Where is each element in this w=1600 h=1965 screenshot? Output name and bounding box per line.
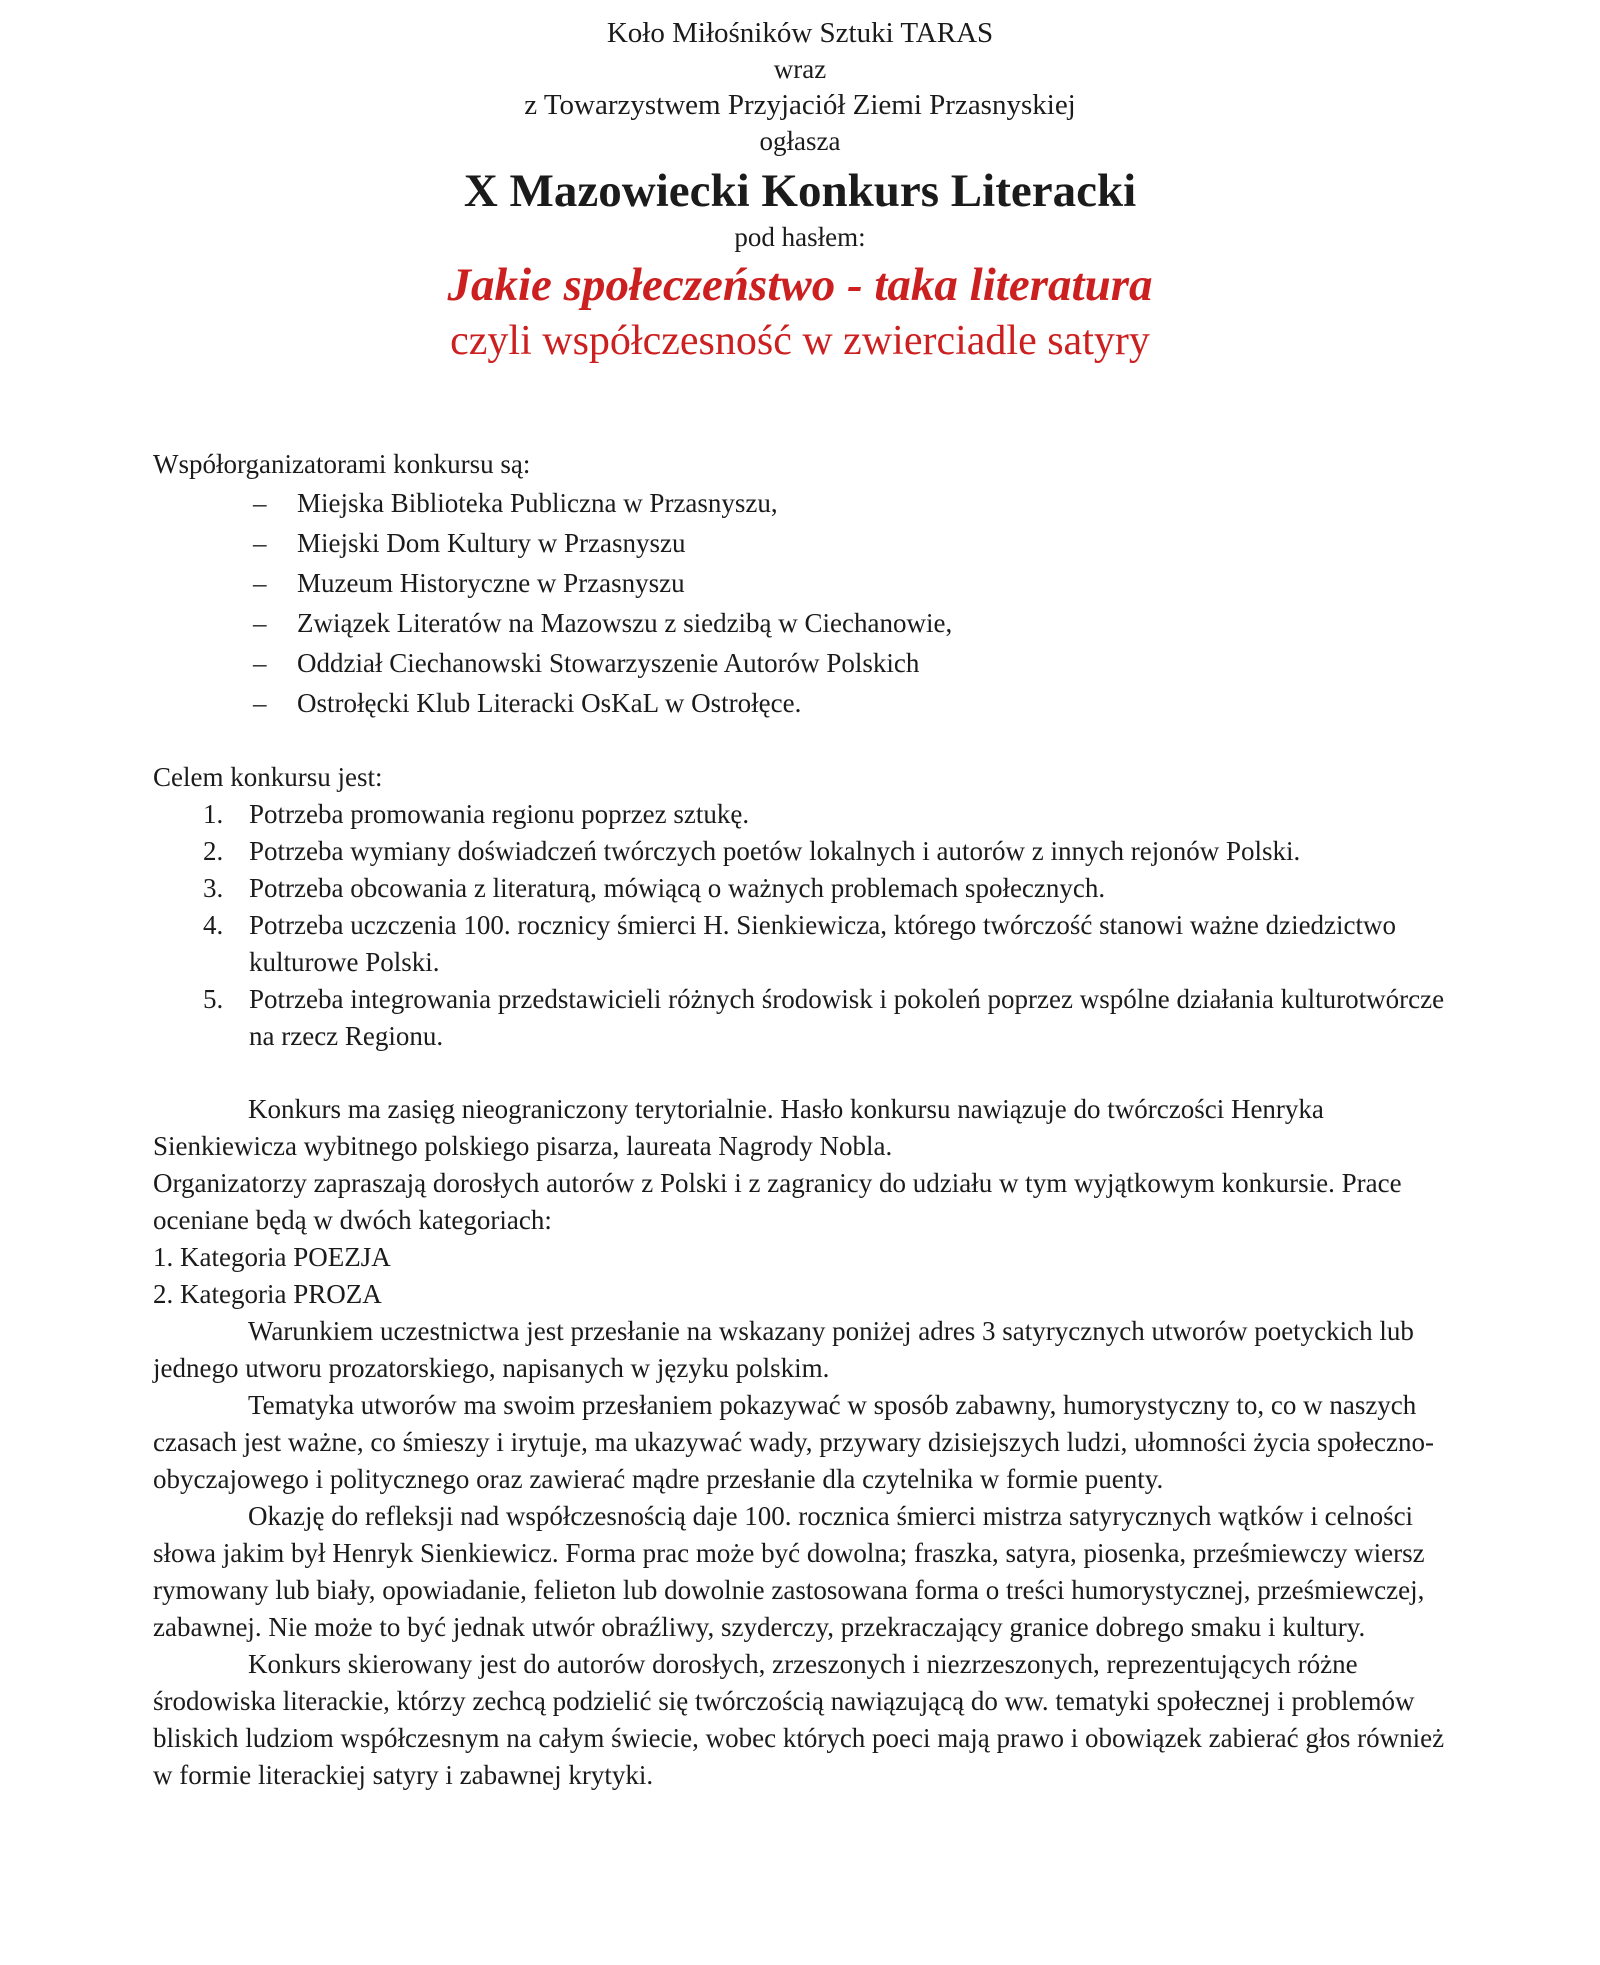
coorganizer-item: – Miejska Biblioteka Publiczna w Przasnyszu, bbox=[253, 483, 1453, 523]
conjunction-line: wraz bbox=[773, 54, 827, 84]
coorganizer-item: – Związek Literatów na Mazowszu z siedzibą w Ciechanowie, bbox=[253, 603, 1453, 643]
document-header bbox=[0, 14, 1600, 368]
announces-line: ogłasza bbox=[759, 126, 841, 156]
goal-number: 2. bbox=[203, 836, 224, 866]
goal-item bbox=[203, 981, 1453, 1055]
organizer-line: Koło Miłośników Sztuki TARAS bbox=[606, 17, 994, 49]
goal-number: 3. bbox=[203, 873, 224, 903]
paragraph-theme: Tematyka utworów ma swoim przesłaniem pokazywać w sposób zabawny, humorystyczny to, co w naszych czasach jest ważne, co śmieszy i irytuje, ma ukazywać wady, przywary dzisiejszych ludzi, ułomności życia społeczno- obyczajowego i politycznego oraz zawierać mądre przesłanie dla czytelnika w formie puenty. bbox=[153, 1390, 1435, 1494]
goals-list bbox=[153, 796, 1453, 1055]
goal-text: Potrzeba integrowania przedstawicieli różnych środowisk i pokoleń poprzez wspólne działania kulturotwórcze na rzecz Regionu. bbox=[249, 984, 1445, 1051]
goal-item bbox=[203, 833, 1453, 870]
partner-line: z Towarzystwem Przyjaciół Ziemi Przasnyskiej bbox=[524, 89, 1076, 121]
goal-number: 4. bbox=[203, 910, 224, 940]
contest-slogan-subtitle: czyli współczesność w zwierciadle satyry bbox=[450, 318, 1150, 364]
coorganizers-label: Współorganizatorami konkursu są: bbox=[153, 449, 531, 479]
coorganizers-list bbox=[153, 483, 1453, 723]
paragraph-conditions: Warunkiem uczestnictwa jest przesłanie na wskazany poniżej adres 3 satyrycznych utworów poetyckich lub jednego utworu prozatorskiego, napisanych w języku polskim. bbox=[153, 1316, 1414, 1383]
paragraph-form: Okazję do refleksji nad współczesnością daje 100. rocznica śmierci mistrza satyrycznych wątków i celności słowa jakim był Henryk Sienkiewicz. Forma prac może być dowolna; fraszka, satyra, piosenka, prześmiewczy wiersz rymowany lub biały, opowiadanie, felieton lub dowolnie zastosowana forma o treści humorystycznej, prześmiewczej, zabawnej. Nie może to być jednak utwór obraźliwy, szyderczy, przekraczający granice dobrego smaku i kultury. bbox=[153, 1501, 1425, 1642]
category-poetry: 1. Kategoria POEZJA bbox=[153, 1242, 391, 1272]
spacer bbox=[153, 1055, 1453, 1091]
goals-label: Celem konkursu jest: bbox=[153, 762, 383, 792]
spacer bbox=[153, 723, 1453, 759]
goal-text: Potrzeba uczczenia 100. rocznicy śmierci H. Sienkiewicza, którego twórczość stanowi ważne dziedzictwo kulturowe Polski. bbox=[249, 910, 1397, 977]
goal-number: 5. bbox=[203, 984, 224, 1014]
goal-text: Potrzeba obcowania z literaturą, mówiącą o ważnych problemach społecznych. bbox=[249, 873, 1106, 903]
paragraph-audience: Konkurs skierowany jest do autorów dorosłych, zrzeszonych i niezrzeszonych, reprezentujących różne środowiska literackie, którzy zechcą podzielić się twórczością nawiązującą do ww. tematyki społecznej i problemów bliskich ludziom współczesnym na całym świecie, wobec których poeci mają prawo i obowiązek zabierać głos również w formie literackiej satyry i zabawnej krytyki. bbox=[153, 1649, 1445, 1790]
document-body bbox=[153, 446, 1453, 1794]
goal-text: Potrzeba wymiany doświadczeń twórczych poetów lokalnych i autorów z innych rejonów Polski. bbox=[249, 836, 1301, 866]
contest-slogan: Jakie społeczeństwo - taka literatura bbox=[447, 259, 1153, 311]
paragraph-scope: Konkurs ma zasięg nieograniczony terytorialnie. Hasło konkursu nawiązuje do twórczości Henryka Sienkiewicza wybitnego polskiego pisarza, laureata Nagrody Nobla. bbox=[153, 1094, 1324, 1161]
goal-number: 1. bbox=[203, 799, 224, 829]
category-prose: 2. Kategoria PROZA bbox=[153, 1279, 382, 1309]
coorganizer-item: – Ostrołęcki Klub Literacki OsKaL w Ostrołęce. bbox=[253, 683, 1453, 723]
goal-item bbox=[203, 796, 1453, 833]
contest-title: X Mazowiecki Konkurs Literacki bbox=[463, 165, 1137, 217]
coorganizer-item: – Oddział Ciechanowski Stowarzyszenie Autorów Polskich bbox=[253, 643, 1453, 683]
coorganizer-item: – Miejski Dom Kultury w Przasnyszu bbox=[253, 523, 1453, 563]
goal-item bbox=[203, 907, 1453, 981]
goal-item bbox=[203, 870, 1453, 907]
goal-text: Potrzeba promowania regionu poprzez sztukę. bbox=[249, 799, 750, 829]
coorganizer-item: – Muzeum Historyczne w Przasnyszu bbox=[253, 563, 1453, 603]
slogan-intro: pod hasłem: bbox=[734, 222, 866, 252]
paragraph-invitation: Organizatorzy zapraszają dorosłych autorów z Polski i z zagranicy do udziału w tym wyjątkowym konkursie. Prace oceniane będą w dwóch kategoriach: bbox=[153, 1168, 1402, 1235]
